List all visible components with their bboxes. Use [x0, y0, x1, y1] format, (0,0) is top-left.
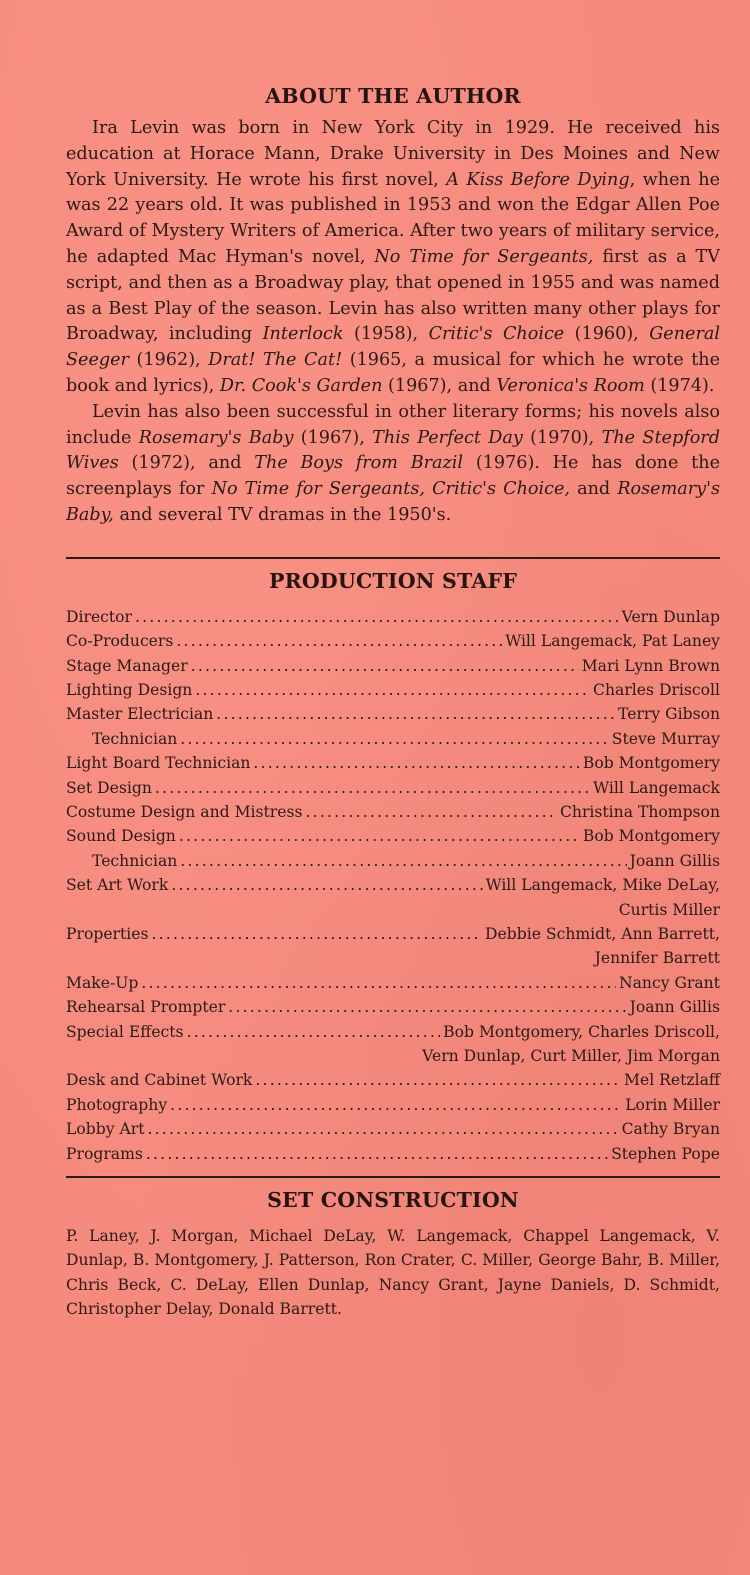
bio-text: , when he was 22 years old. It was published in 1953 and won the Edgar Allen Poe Award of Mystery Writers of America. After two years of military service, he adapted Mac Hyman's novel,	[66, 169, 720, 267]
staff-name: Bob Montgomery, Charles Driscoll,	[443, 1022, 720, 1041]
staff-role: Lobby Art	[66, 1120, 145, 1139]
staff-role: Lighting Design	[66, 680, 193, 699]
staff-role: Set Design	[66, 778, 152, 797]
bio-text: (1958),	[343, 324, 429, 345]
staff-row	[66, 1093, 720, 1117]
staff-row	[66, 702, 720, 726]
set-construction-section	[66, 1188, 720, 1321]
staff-role: Technician	[92, 729, 178, 748]
staff-row	[66, 605, 720, 629]
dot-leader	[180, 849, 626, 873]
italic-title: No Time for Sergeants, Critic's Choice,	[211, 479, 570, 500]
staff-role: Light Board Technician	[66, 754, 251, 773]
staff-row	[66, 995, 720, 1019]
staff-role: Director	[66, 607, 133, 626]
bio-text: and several TV dramas in the 1950's.	[113, 504, 452, 525]
section-divider	[66, 1176, 720, 1178]
staff-name: Steve Murray	[611, 729, 720, 748]
italic-title: The Boys from Brazil	[254, 453, 464, 474]
dot-leader	[195, 678, 590, 702]
italic-title: The Stepford Wives	[66, 427, 720, 474]
staff-role: Special Effects	[66, 1022, 184, 1041]
staff-role: Technician	[92, 851, 178, 870]
staff-name: Bob Montgomery	[582, 754, 720, 773]
staff-name-continued: Vern Dunlap, Curt Miller, Jim Morgan	[422, 1047, 720, 1066]
staff-name: Mari Lynn Brown	[581, 656, 720, 675]
staff-row	[66, 1020, 720, 1044]
italic-title: Veronica's Room	[496, 375, 645, 396]
italic-title: General Seeger	[66, 324, 720, 371]
dot-leader	[253, 751, 579, 775]
bio-text: (1960),	[564, 324, 650, 345]
staff-row	[66, 873, 720, 897]
bio-text: and	[569, 479, 618, 500]
dot-leader	[147, 1117, 618, 1141]
staff-row	[66, 727, 720, 751]
staff-role: Stage Manager	[66, 656, 188, 675]
bio-text: (1970),	[522, 427, 602, 448]
staff-name: Debbie Schmidt, Ann Barrett,	[485, 925, 720, 944]
staff-name: Mel Retzlaff	[624, 1071, 720, 1090]
about-author-heading: ABOUT THE AUTHOR	[265, 84, 521, 108]
italic-title: A Kiss Before Dying	[446, 169, 630, 190]
staff-credits-list	[66, 605, 720, 1166]
staff-row	[66, 776, 720, 800]
staff-role: Rehearsal Prompter	[66, 998, 226, 1017]
dot-leader	[180, 727, 609, 751]
dot-leader	[146, 1142, 608, 1166]
staff-role: Properties	[66, 925, 149, 944]
dot-leader	[191, 654, 579, 678]
staff-name: Joann Gillis	[629, 851, 720, 870]
dot-leader	[155, 776, 590, 800]
staff-row	[66, 922, 720, 946]
staff-row	[66, 1142, 720, 1166]
section-divider	[66, 557, 720, 559]
staff-role: Desk and Cabinet Work	[66, 1071, 253, 1090]
bio-text: (1976). He has done the screenplays for	[66, 453, 720, 500]
dot-leader	[228, 995, 626, 1019]
bio-text: (1965, a musical for which he wrote the book and lyrics),	[66, 350, 721, 396]
staff-row	[66, 971, 720, 995]
staff-role: Sound Design	[66, 827, 176, 846]
staff-role: Set Art Work	[66, 876, 169, 895]
staff-row	[66, 800, 720, 824]
bio-text: (1967), and	[382, 375, 497, 396]
italic-title: Drat! The Cat!	[208, 350, 343, 371]
set-construction-crew: P. Laney, J. Morgan, Michael DeLay, W. Langemack, Chappel Langemack, V. Dunlap, B. Montgomery, J. Patterson, Ron Crater, C. Miller, George Bahr, B. Miller, Chris Beck, C. DeLay, Ellen Dunlap, Nancy Grant, Jayne Daniels, D. Schmidt, Christopher Delay, Donald Barrett.	[66, 1227, 720, 1318]
staff-row	[66, 849, 720, 873]
bio-paragraph-1	[66, 116, 720, 400]
dot-leader	[179, 824, 580, 848]
staff-name: Stephen Pope	[611, 1144, 720, 1163]
dot-leader	[306, 800, 557, 824]
staff-name: Will Langemack, Mike DeLay,	[485, 876, 720, 895]
dot-leader	[187, 1020, 441, 1044]
staff-row	[66, 654, 720, 678]
staff-name: Terry Gibson	[618, 705, 720, 724]
staff-row	[66, 678, 720, 702]
bio-text: Levin has also been successful in other literary forms; his novels also include	[66, 401, 720, 448]
staff-role: Costume Design and Mistress	[66, 803, 303, 821]
dot-leader	[216, 702, 615, 726]
staff-name: Will Langemack, Pat Laney	[505, 632, 720, 651]
staff-role: Programs	[66, 1144, 143, 1163]
dot-leader	[141, 971, 616, 995]
dot-leader	[170, 1093, 622, 1117]
staff-role: Make-Up	[66, 973, 139, 992]
italic-title: Interlock	[262, 324, 344, 345]
staff-row	[66, 629, 720, 653]
staff-row	[66, 824, 720, 848]
bio-text: Ira Levin was born in New York City in 1929. He received his education at Horace Mann, Drake University in Des Moines and New York University. He wrote his first novel,	[66, 118, 720, 190]
italic-title: Dr. Cook's Garden	[219, 375, 383, 396]
staff-name: Cathy Bryan	[621, 1120, 720, 1139]
staff-name: Joann Gillis	[629, 998, 720, 1017]
dot-leader	[135, 605, 619, 629]
bio-text: (1972), and	[118, 453, 255, 474]
dot-leader	[255, 1068, 621, 1092]
bio-text: (1974).	[644, 375, 715, 396]
staff-name-continued: Jennifer Barrett	[594, 949, 720, 968]
bio-text: (1967),	[293, 427, 373, 448]
staff-name: Will Langemack	[593, 778, 720, 797]
italic-title: Rosemary's Baby,	[66, 479, 720, 525]
italic-title: Rosemary's Baby	[138, 427, 294, 448]
production-staff-section	[66, 569, 720, 1166]
staff-name: Lorin Miller	[625, 1095, 720, 1114]
staff-name: Christina Thompson	[559, 803, 720, 821]
staff-name: Charles Driscoll	[593, 680, 720, 699]
staff-name: Nancy Grant	[618, 973, 720, 992]
about-author-section	[66, 84, 720, 529]
staff-row	[66, 1117, 720, 1141]
author-bio	[66, 116, 720, 529]
dot-leader	[151, 922, 482, 946]
dot-leader	[176, 629, 502, 653]
dot-leader	[171, 873, 482, 897]
staff-role: Co-Producers	[66, 632, 174, 651]
staff-role: Photography	[66, 1095, 168, 1114]
staff-name: Vern Dunlap	[621, 607, 720, 626]
italic-title: Critic's Choice	[428, 324, 565, 345]
set-construction-heading: SET CONSTRUCTION	[267, 1188, 519, 1213]
staff-role: Master Electrician	[66, 705, 214, 724]
production-staff-heading: PRODUCTION STAFF	[268, 568, 517, 593]
bio-paragraph-2	[66, 400, 720, 529]
italic-title: No Time for Sergeants,	[374, 246, 594, 267]
staff-row	[66, 751, 720, 775]
bio-text: (1962),	[128, 350, 209, 371]
staff-name-continued: Curtis Miller	[618, 900, 720, 919]
italic-title: This Perfect Day	[372, 427, 523, 448]
staff-name: Bob Montgomery	[582, 827, 720, 846]
bio-text: first as a TV script, and then as a Broadway play, that opened in 1955 and was named as a Best Play of the season. Levin has also written many other plays for Broadway, including	[66, 246, 720, 345]
staff-row	[66, 1068, 720, 1092]
